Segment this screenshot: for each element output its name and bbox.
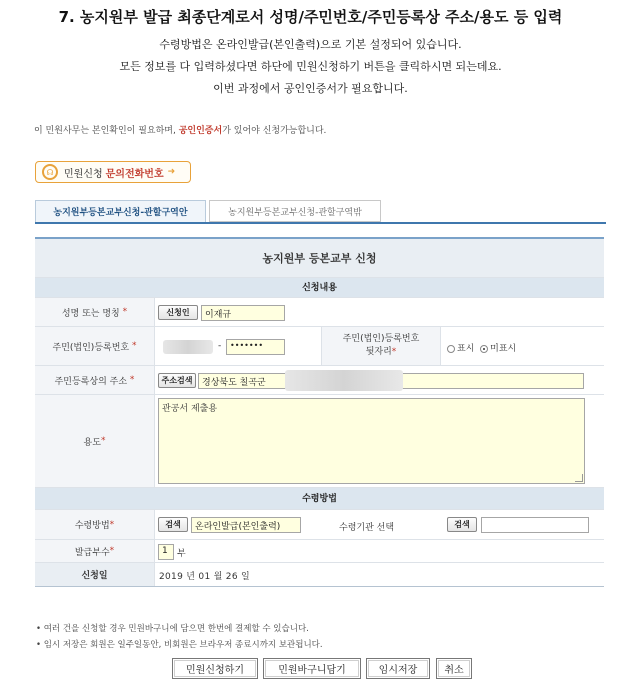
notice-highlight: 공인인증서 xyxy=(178,126,223,136)
footer-note-2: • 임시 저장은 회원은 일주일동안, 비회원은 브라우저 종료시까지 보관됩니다. xyxy=(36,640,323,650)
required-mark: * xyxy=(100,436,106,446)
form-title: 농지원부 등본교부 신청 xyxy=(35,239,604,278)
notice-text: 이 민원사무는 본인확인이 필요하며, xyxy=(34,126,179,136)
row-copies xyxy=(35,540,604,563)
address-label-text: 주민등록상의 주소 xyxy=(54,376,128,387)
date-value: 2019 년 01 월 26 일 xyxy=(159,572,250,582)
resident-dash: - xyxy=(218,341,222,351)
required-mark: * xyxy=(131,341,137,351)
applicant-button[interactable]: 신청인 xyxy=(158,305,198,320)
address-value: 경상북도 칠곡군 xyxy=(202,378,266,388)
receive-method-input[interactable]: 온라인발급(본인출력) xyxy=(191,517,301,533)
resident-number-label xyxy=(35,327,155,365)
intro-line-2: 모든 정보를 다 입력하셨다면 하단에 민원신청하기 버튼을 클릭하시면 되는데요. xyxy=(119,60,502,73)
resident-back-input[interactable]: ••••••• xyxy=(226,339,285,355)
radio-show[interactable] xyxy=(447,345,455,353)
row-resident-number xyxy=(35,327,604,366)
name-input[interactable]: 이재규 xyxy=(201,305,285,321)
required-mark: * xyxy=(391,347,397,357)
copies-input[interactable]: 1 xyxy=(158,544,174,560)
tab-underline xyxy=(35,222,606,224)
cancel-button[interactable]: 취소 xyxy=(436,658,472,679)
apply-button[interactable]: 민원신청하기 xyxy=(172,658,258,679)
row-receive-method xyxy=(35,510,604,540)
intro-line-1: 수령방법은 온라인발급(본인출력)으로 기본 설정되어 있습니다. xyxy=(159,38,462,51)
required-mark: * xyxy=(122,307,128,317)
intro-line-3: 이번 과정에서 공인인증서가 필요합니다. xyxy=(213,82,408,95)
receive-method-search-button[interactable]: 검색 xyxy=(158,517,188,532)
copies-label-text: 발급부수 xyxy=(74,547,110,558)
date-label: 신청일 xyxy=(35,563,155,586)
receive-agency-input[interactable] xyxy=(481,517,589,533)
arrow-right-icon: ➜ xyxy=(167,167,176,177)
radio-hide-label: 미표시 xyxy=(490,344,517,354)
footer-note-1: • 여러 건을 신청할 경우 민원바구니에 담으면 한번에 결제할 수 있습니다. xyxy=(36,624,309,634)
copies-unit: 부 xyxy=(177,549,186,559)
receive-agency-search-button[interactable]: 검색 xyxy=(447,517,477,532)
display-radio-group xyxy=(447,341,516,354)
receive-agency-label: 수령기관 선택 xyxy=(339,523,395,533)
tab-outside-jurisdiction[interactable]: 농지원부등본교부신청-관할구역밖 xyxy=(209,200,381,222)
display-label-line-2 xyxy=(366,346,397,359)
call-label: 민원신청 xyxy=(64,168,103,180)
inquiry-phone-button[interactable] xyxy=(35,161,191,183)
certificate-notice xyxy=(34,123,326,136)
purpose-label xyxy=(35,395,155,487)
resident-number-label-text: 주민(법인)등록번호 xyxy=(52,342,130,353)
resident-back-display-label xyxy=(321,327,441,365)
display-label-line-1: 주민(법인)등록번호 xyxy=(342,334,420,344)
name-label xyxy=(35,298,155,326)
row-address xyxy=(35,366,604,395)
purpose-label-text: 용도 xyxy=(83,437,101,448)
address-search-button[interactable]: 주소검색 xyxy=(158,373,196,388)
purpose-textarea[interactable] xyxy=(158,398,585,484)
name-label-text: 성명 또는 명칭 xyxy=(61,308,120,319)
section-receive-title: 수령방법 xyxy=(35,488,604,510)
display-label-line-2-text: 뒷자리 xyxy=(365,347,392,357)
page-title: 7. 농지원부 발급 최종단계로서 성명/주민번호/주민등록상 주소/용도 등 입력 xyxy=(58,8,563,26)
notice-text-end: 가 있어야 신청가능합니다. xyxy=(222,126,327,136)
radio-hide[interactable] xyxy=(480,345,488,353)
redacted-resident-front xyxy=(163,340,213,354)
basket-button[interactable]: 민원바구니담기 xyxy=(263,658,361,679)
required-mark: * xyxy=(109,546,115,556)
call-accent-label: 문의전화번호 xyxy=(105,168,164,180)
receive-method-label-text: 수령방법 xyxy=(74,521,110,531)
copies-label xyxy=(35,540,155,562)
radio-show-label: 표시 xyxy=(457,344,475,354)
required-mark: * xyxy=(109,519,115,530)
tab-within-jurisdiction[interactable]: 농지원부등본교부신청-관할구역안 xyxy=(35,200,206,222)
application-form xyxy=(35,237,604,582)
temp-save-button[interactable]: 임시저장 xyxy=(366,658,430,679)
redacted-address-detail xyxy=(285,370,403,391)
resize-handle-icon[interactable] xyxy=(575,474,583,482)
purpose-value: 관공서 제출용 xyxy=(162,404,218,414)
row-date xyxy=(35,563,604,587)
section-apply-title: 신청내용 xyxy=(35,278,604,298)
row-name xyxy=(35,298,604,327)
receive-method-label xyxy=(35,510,155,539)
row-purpose xyxy=(35,395,604,488)
required-mark: * xyxy=(129,375,135,385)
address-label xyxy=(35,366,155,394)
headset-icon: ☊ xyxy=(42,164,58,180)
